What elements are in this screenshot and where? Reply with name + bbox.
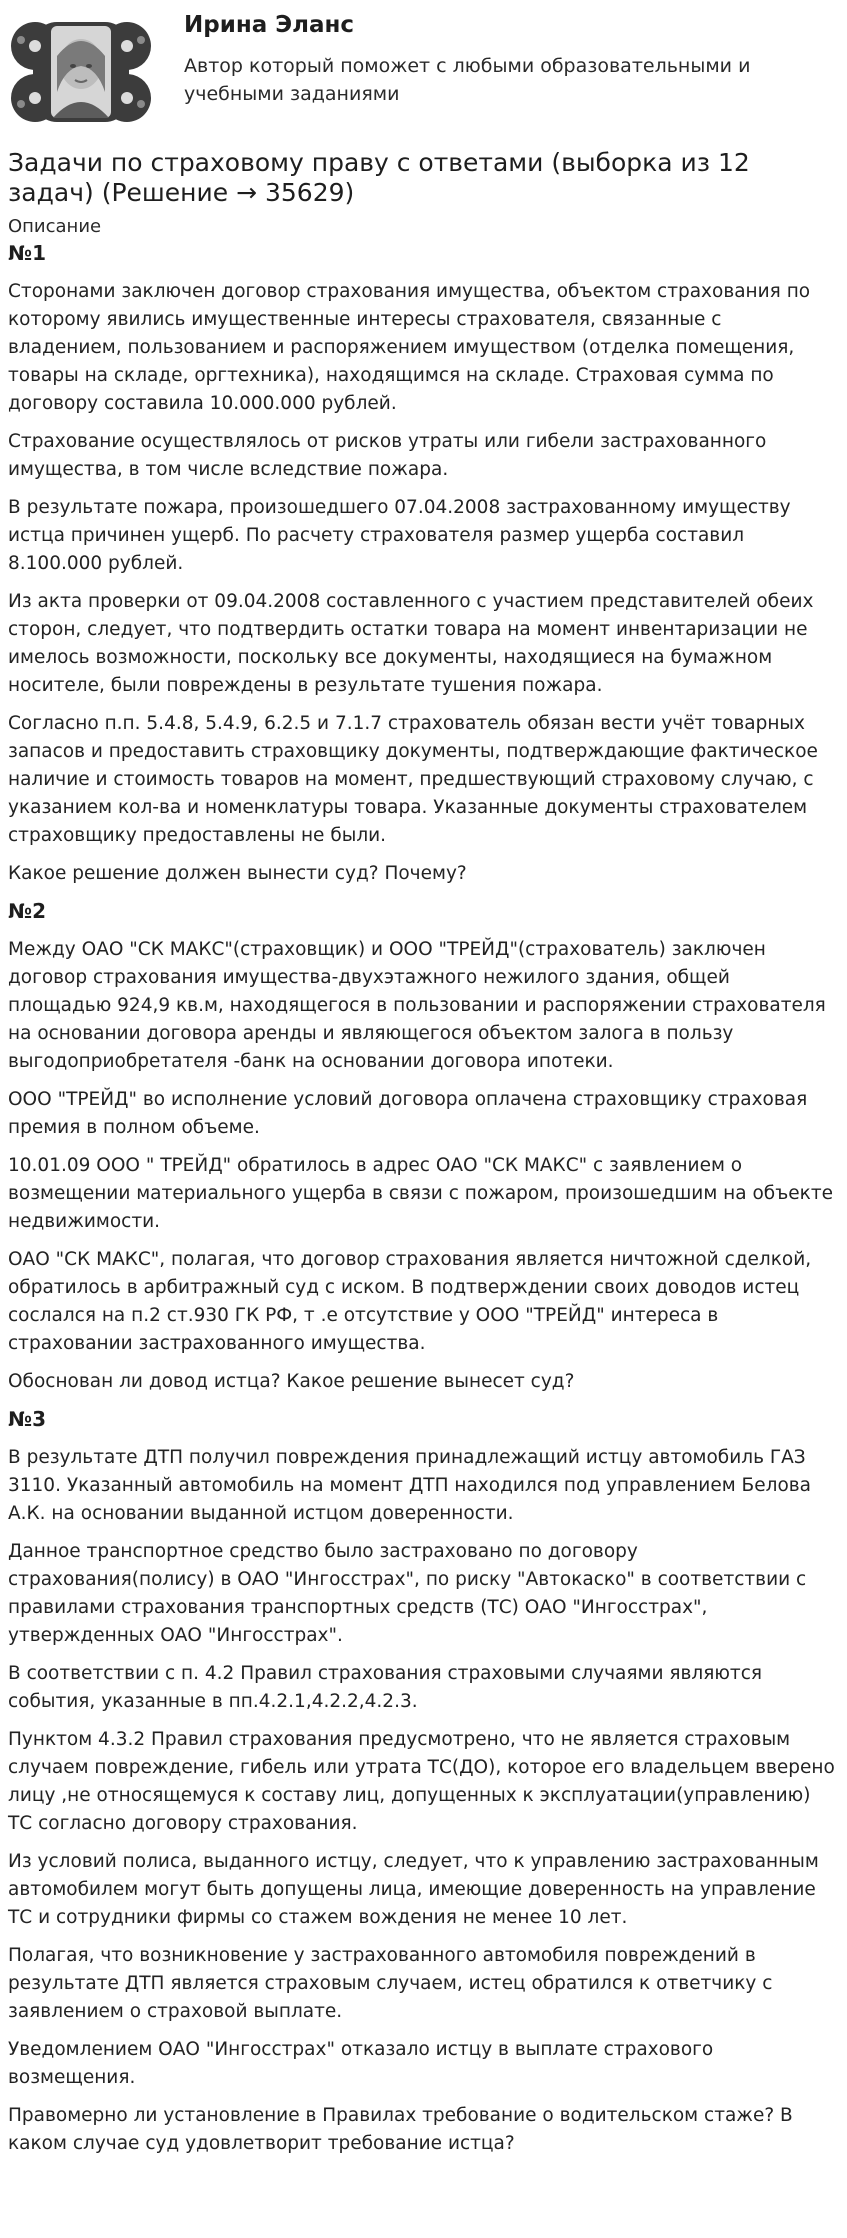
task-paragraph: Полагая, что возникновение у застрахованного автомобиля повреждений в результате ДТП является страховым случаем, истец обратился к ответчику с заявлением о страховой выплате. bbox=[8, 1945, 773, 2022]
task-paragraph: Из условий полиса, выданного истцу, следует, что к управлению застрахованным автомобилем могут быть допущены лица, имеющие доверенность на управление ТС и сотрудники фирмы со стажем вождения не менее 10 лет. bbox=[8, 1851, 819, 1928]
task-paragraph: Из акта проверки от 09.04.2008 составленного с участием представителей обеих сторон, следует, что подтвердить остатки товара на момент инвентаризации не имелось возможности, поскольку все документы, находящиеся на бумажном носителе, были повреждены в результате тушения пожара. bbox=[8, 591, 814, 696]
task-paragraph: Пунктом 4.3.2 Правил страхования предусмотрено, что не является страховым случаем повреждение, гибель или утрата ТС(ДО), которое его владельцем вверено лицу ,не относящемуся к составу лиц, допущенных к эксплуатации(управлению) ТС согласно договору страхования. bbox=[8, 1729, 835, 1834]
task-paragraph: Сторонами заключен договор страхования имущества, объектом страхования по которому явились имущественные интересы страхователя, связанные с владением, пользованием и распоряжением имуществом (отделка помещения, товары на складе, оргтехника), находящимся на складе. Страховая сумма по договору составила 10.000.000 рублей. bbox=[8, 281, 811, 414]
document-title: Задачи по страховому праву с ответами (выборка из 12 задач) (Решение → 35629) bbox=[8, 148, 750, 207]
task-paragraph: Между ОАО "СК МАКС"(страховщик) и ООО "ТРЕЙД"(страхователь) заключен договор страхования имущества-двухэтажного нежилого здания, общей площадью 924,9 кв.м, находящегося в пользовании и распоряжении страхователя на основании договора аренды и являющегося объектом залога в пользу выгодоприобретателя -банк на основании договора ипотеки. bbox=[8, 939, 826, 1072]
task-number: №2 bbox=[8, 899, 46, 923]
task-number: №1 bbox=[8, 241, 46, 265]
document-content bbox=[8, 148, 838, 2168]
task-paragraph: Обоснован ли довод истца? Какое решение вынесет суд? bbox=[8, 1371, 575, 1392]
author-avatar[interactable] bbox=[7, 12, 155, 130]
task-paragraph: Данное транспортное средство было застраховано по договору страхования(полису) в ОАО "Ингосстрах", по риску "Автокаско" в соответствии с правилами страхования транспортных средств (ТС) ОАО "Ингосстрах", утвержденных ОАО "Ингосстрах". bbox=[8, 1541, 807, 1646]
task-section bbox=[8, 240, 838, 888]
task-section bbox=[8, 898, 838, 1396]
task-list bbox=[8, 240, 838, 2158]
task-number: №3 bbox=[8, 1407, 46, 1431]
author-card bbox=[0, 0, 847, 140]
task-paragraph: Уведомлением ОАО "Ингосстрах" отказало истцу в выплате страхового возмещения. bbox=[8, 2039, 714, 2088]
task-paragraph: Согласно п.п. 5.4.8, 5.4.9, 6.2.5 и 7.1.7 страхователь обязан вести учёт товарных запасов и предоставить страховщику документы, подтверждающие фактическое наличие и стоимость товаров на момент, предшествующий страховому случаю, с указанием кол-ва и номенклатуры товара. Указанные документы страхователем страховщику предоставлены не были. bbox=[8, 713, 818, 846]
description-label: Описание bbox=[8, 216, 102, 237]
task-section bbox=[8, 1406, 838, 2158]
task-paragraph: В результате пожара, произошедшего 07.04.2008 застрахованному имуществу истца причинен ущерб. По расчету страхователя размер ущерба составил 8.100.000 рублей. bbox=[8, 497, 791, 574]
task-paragraph: В соответствии с п. 4.2 Правил страхования страховыми случаями являются события, указанные в пп.4.2.1,4.2.2,4.2.3. bbox=[8, 1663, 762, 1712]
task-paragraph: В результате ДТП получил повреждения принадлежащий истцу автомобиль ГАЗ 3110. Указанный автомобиль на момент ДТП находился под управлением Белова А.К. на основании выданной истцом доверенности. bbox=[8, 1447, 812, 1524]
task-paragraph: 10.01.09 ООО " ТРЕЙД" обратилось в адрес ОАО "СК МАКС" с заявлением о возмещении материального ущерба в связи с пожаром, произошедшим на объекте недвижимости. bbox=[8, 1155, 833, 1232]
task-paragraph: ООО "ТРЕЙД" во исполнение условий договора оплачена страховщику страховая премия в полном объеме. bbox=[8, 1089, 808, 1138]
task-paragraph: Страхование осуществлялось от рисков утраты или гибели застрахованного имущества, в том числе вследствие пожара. bbox=[8, 431, 767, 480]
author-description: Автор который поможет с любыми образовательными и учебными заданиями bbox=[184, 55, 751, 105]
task-paragraph: Правомерно ли установление в Правилах требование о водительском стаже? В каком случае суд удовлетворит требование истца? bbox=[8, 2105, 793, 2154]
author-name[interactable]: Ирина Эланс bbox=[184, 12, 355, 38]
task-paragraph: Какое решение должен вынести суд? Почему? bbox=[8, 863, 467, 884]
task-paragraph: ОАО "СК МАКС", полагая, что договор страхования является ничтожной сделкой, обратилось в арбитражный суд с иском. В подтверждении своих доводов истец сослался на п.2 ст.930 ГК РФ, т .е отсутствие у ООО "ТРЕЙД" интереса в страховании застрахованного имущества. bbox=[8, 1249, 812, 1354]
